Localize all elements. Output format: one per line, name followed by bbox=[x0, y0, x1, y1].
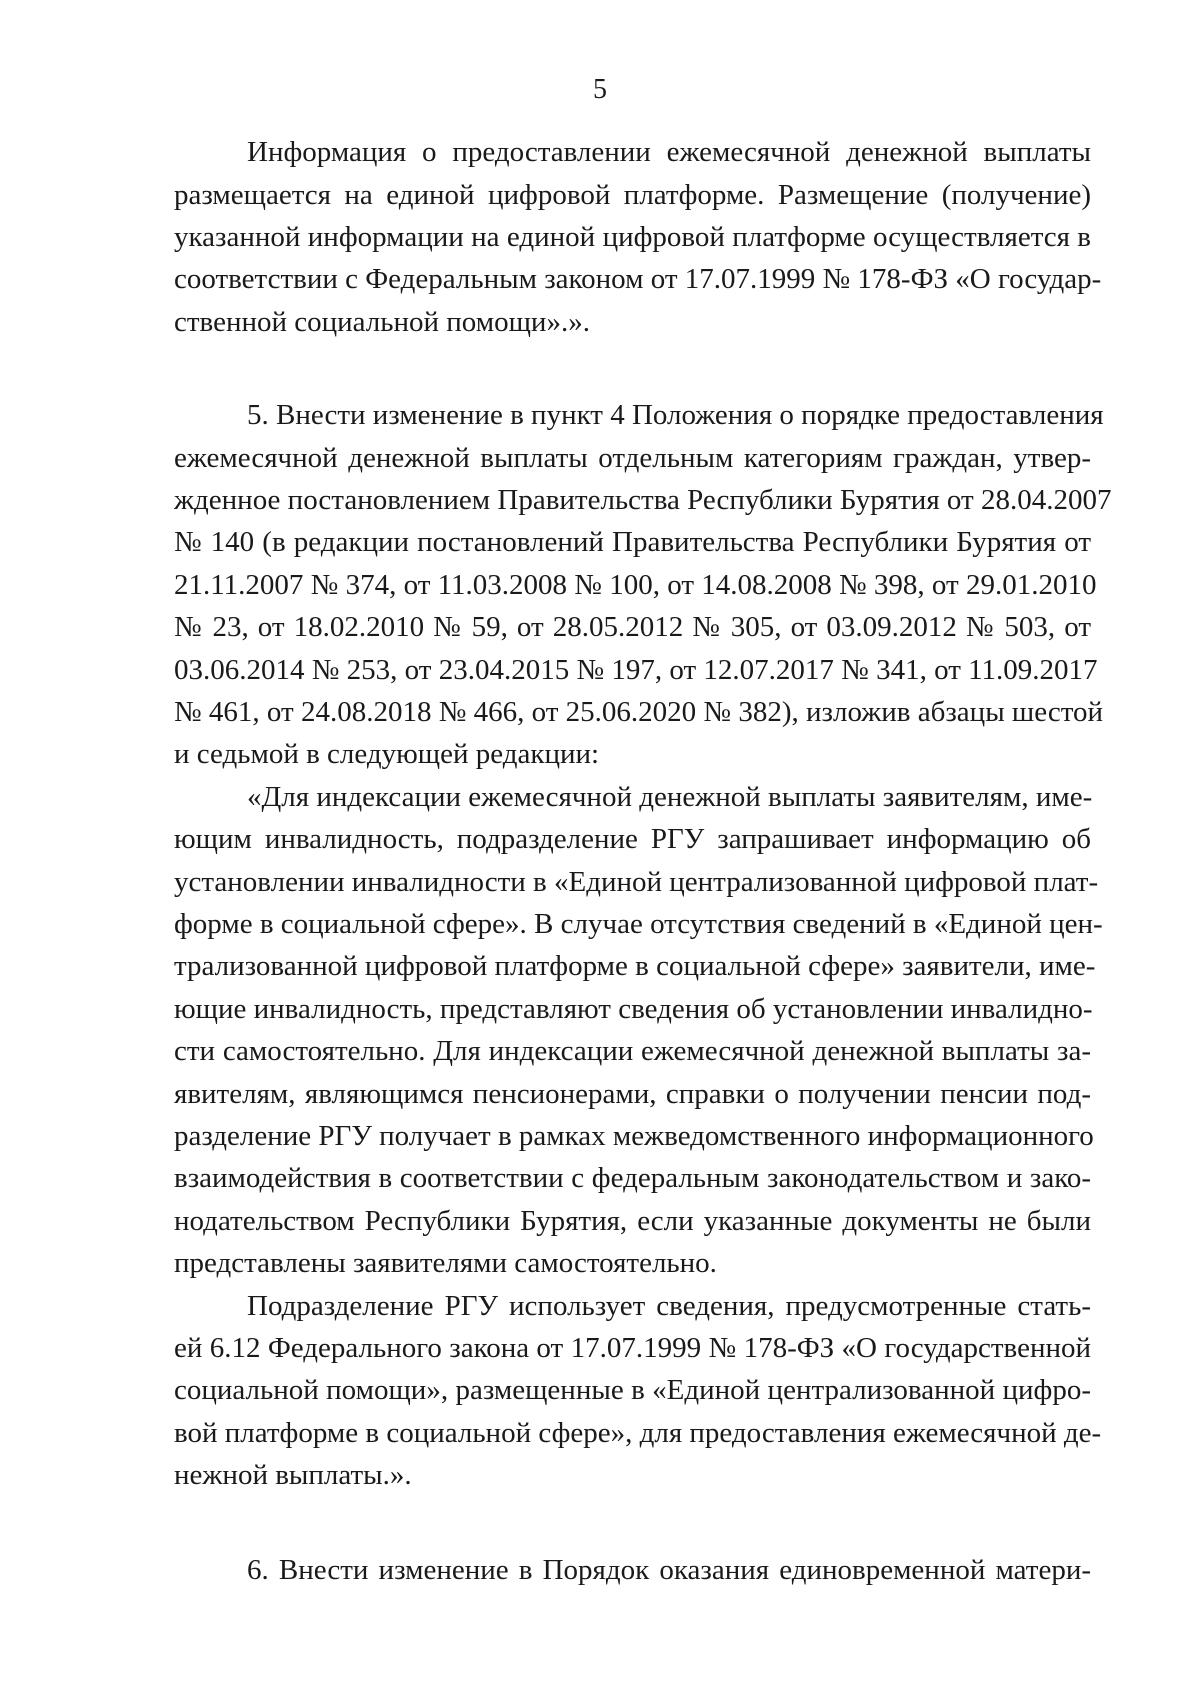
text-line: разделение РГУ получает в рамках межведомственного информационного bbox=[174, 1120, 1094, 1152]
page-number: 5 bbox=[593, 74, 607, 105]
text-line: № 461, от 24.08.2018 № 466, от 25.06.2020 № 382), изложив абзацы шестой bbox=[174, 696, 1104, 728]
text-line: ей 6.12 Федерального закона от 17.07.1999 № 178-ФЗ «О государственной bbox=[174, 1332, 1091, 1364]
text-line: жденное постановлением Правительства Республики Бурятия от 28.04.2007 bbox=[174, 484, 1112, 516]
text-line: ежемесячной денежной выплаты отдельным категориям граждан, утвер- bbox=[174, 442, 1091, 474]
text-line: сти самостоятельно. Для индексации ежемесячной денежной выплаты за- bbox=[174, 1035, 1091, 1067]
text-line: социальной помощи», размещенные в «Единой централизованной цифро- bbox=[174, 1374, 1091, 1406]
text-line: трализованной цифровой платформе в социальной сфере» заявители, име- bbox=[174, 950, 1096, 982]
text-line: нодательством Республики Бурятия, если указанные документы не были bbox=[174, 1205, 1091, 1237]
text-line: № 140 (в редакции постановлений Правительства Республики Бурятия от bbox=[174, 526, 1091, 558]
text-line: явителям, являющимся пенсионерами, справки о получении пенсии под- bbox=[174, 1078, 1091, 1110]
text-line: установлении инвалидности в «Единой централизованной цифровой плат- bbox=[174, 866, 1099, 898]
text-line: форме в социальной сфере». В случае отсутствия сведений в «Единой цен- bbox=[174, 908, 1103, 940]
text-line: и седьмой в следующей редакции: bbox=[174, 738, 600, 770]
text-line: Подразделение РГУ использует сведения, предусмотренные стать- bbox=[247, 1290, 1091, 1322]
text-line: нежной выплаты.». bbox=[174, 1459, 412, 1491]
text-line: Информация о предоставлении ежемесячной денежной выплаты bbox=[247, 136, 1091, 168]
text-line: № 23, от 18.02.2010 № 59, от 28.05.2012 № 305, от 03.09.2012 № 503, от bbox=[174, 611, 1091, 643]
text-line: 21.11.2007 № 374, от 11.03.2008 № 100, от 14.08.2008 № 398, от 29.01.2010 bbox=[174, 569, 1097, 601]
text-line: 6. Внести изменение в Порядок оказания единовременной матери- bbox=[247, 1554, 1091, 1586]
text-line: 03.06.2014 № 253, от 23.04.2015 № 197, от 12.07.2017 № 341, от 11.09.2017 bbox=[174, 654, 1098, 686]
text-line: вой платформе в социальной сфере», для предоставления ежемесячной де- bbox=[174, 1417, 1102, 1449]
text-line: соответствии с Федеральным законом от 17.07.1999 № 178-ФЗ «О государ- bbox=[174, 263, 1102, 295]
text-line: взаимодействия в соответствии с федеральным законодательством и зако- bbox=[174, 1162, 1091, 1194]
text-line: ющим инвалидность, подразделение РГУ запрашивает информацию об bbox=[174, 823, 1091, 855]
text-line: размещается на единой цифровой платформе. Размещение (получение) bbox=[174, 179, 1091, 211]
text-line: 5. Внести изменение в пункт 4 Положения о порядке предоставления bbox=[247, 399, 1104, 431]
text-line: представлены заявителями самостоятельно. bbox=[174, 1247, 717, 1279]
text-line: указанной информации на единой цифровой платформе осуществляется в bbox=[174, 221, 1091, 253]
text-line: «Для индексации ежемесячной денежной выплаты заявителям, име- bbox=[247, 781, 1093, 813]
text-line: ственной социальной помощи».». bbox=[174, 306, 590, 338]
text-line: ющие инвалидность, представляют сведения об установлении инвалидно- bbox=[174, 993, 1093, 1025]
